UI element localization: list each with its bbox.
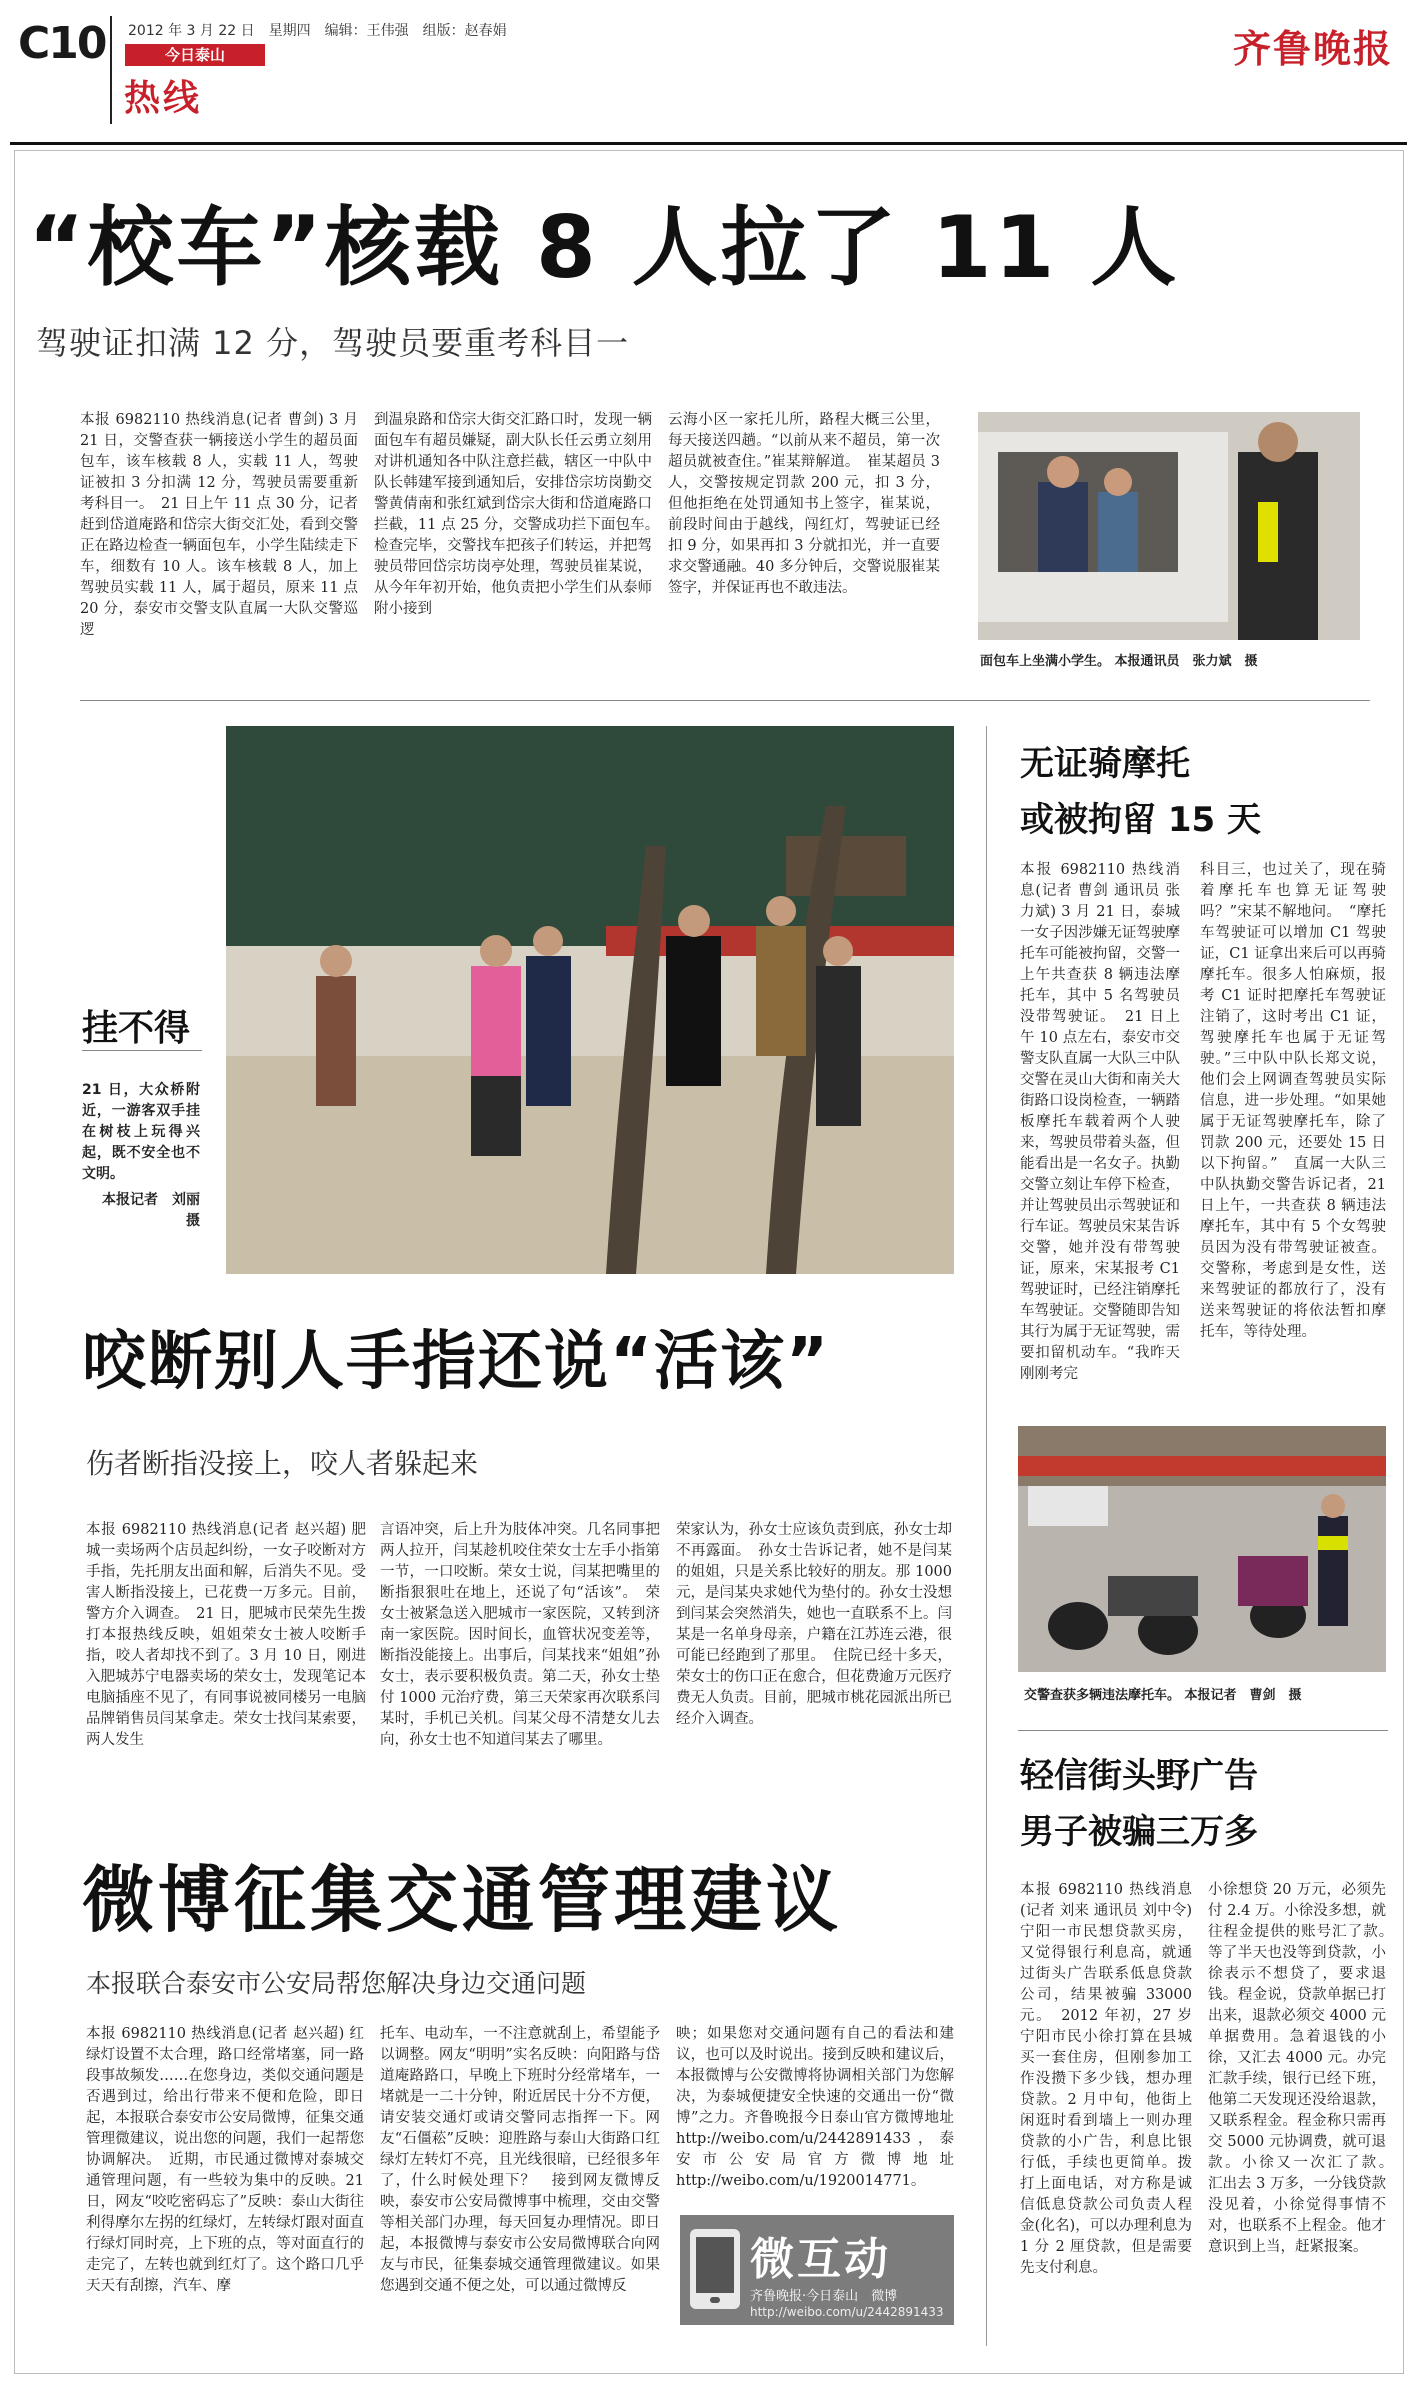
tree-hanging-image [226,726,954,1274]
story1-col3: 云海小区一家托儿所，路程大概三公里，每天接送四趟。“以前从来不超员，第一次超员就被查住。”崔某辩解道。 崔某超员 3 人，交警按规定罚款 200 元，扣 3 分，但他拒绝在处罚通知书上签字，崔某说，前段时间由于越线，闯红灯，驾驶证已经扣 9 分，如果再扣 3 分就扣光，并一直要求交警通融。40 多分钟后，交警说服崔某签字，并保证再也不敢违法。 [668,412,940,596]
story2-col1: 本报 6982110 热线消息(记者 赵兴超) 肥城一卖场两个店员起纠纷，一女子咬断对方手指，先托朋友出面和解，后消失不见。受害人断指没接上，已花费一万多元。目前，警方介入调查。 21 日，肥城市民荣先生拨打本报热线反映，姐姐荣女士被人咬断手指，咬人者却找不到了。3 月 10 日，刚进入肥城苏宁电器卖场的荣女士，发现笔记本电脑插座不见了，有同事说被同楼另一电脑品牌销售员闫某拿走。荣女士找闫某索要，两人发生 [86,1522,366,1748]
photo2-caption: 21 日，大众桥附近，一游客双手挂在树枝上玩得兴起，既不安全也不文明。 [82,1082,200,1182]
story5-col2: 托车、电动车，一不注意就刮上，希望能予以调整。网友“明明”实名反映：向阳路与岱道庵路路口，早晚上下班时分经常堵车，一堵就是一二十分钟，附近居民十分不方便，请安装交通灯或请交警同志指挥一下。网友“石僵菘”反映：迎胜路与泰山大街路口红绿灯左转灯不亮，且光线很暗，已经很多年了，什么时候处理下？ 接到网友微博反映，泰安市公安局微博事中梳理，交由交警等相关部门办理，每天回复办理情况。即日起，本报微博与泰安市公安局微博联合向网友与市民，征集泰城交通管理微建议。如果您遇到交通不便之处，可以通过微博反 [380,2026,660,2294]
weibo-badge-title: 微互动 [750,2234,891,2285]
right-column-divider [986,726,987,2346]
section-tag: 今日泰山 [125,44,265,66]
story4-col1: 本报 6982110 热线消息(记者 刘来 通讯员 刘中令) 宁阳一市民想贷款买房，又觉得银行利息高，就通过街头广告联系低息贷款公司，结果被骗 33000 元。 2012 年初，27 岁宁阳市民小徐打算在县城买一套住房，但刚参加工作没攒下多少钱，想办理贷款。2 月中旬，他街上闲逛时看到墙上一则办理贷款的小广告，利息比银行低，手续也更简单。拨打上面电话，对方称是诚信低息贷款公司负责人程金(化名)，可以办理利息为 1 分 2 厘贷款，但是需要先支付利息。 [1020,1882,1192,2276]
phone-icon [690,2229,740,2309]
story3-col2: 科目三，也过关了，现在骑着摩托车也算无证驾驶吗？”宋某不解地问。 “摩托车驾驶证可以增加 C1 驾驶证，C1 证拿出来后可以再骑摩托车。很多人怕麻烦，报考 C1 证时把摩托车驾驶证注销了，这时考出 C1 证，驾驶摩托车也属于无证驾驶。”三中队中队长郑文说，他们会上网调查驾驶员实际信息，进一步处理。“如果她属于无证驾驶摩托车，除了罚款 200 元，还要处 15 日以下拘留。” 直属一大队三中队执勤交警告诉记者，21 日上午，一共查获 8 辆违法摩托车，其中有 5 个女驾驶员因为没有带驾驶证被查。交警称，考虑到是女性，送来驾驶证的都放行了，没有送来驾驶证的将依法暂扣摩托车，等待处理。 [1200,862,1386,1340]
newspaper-logo: 齐鲁晚报 [1232,26,1393,71]
story2-headline: 咬断别人手指还说“活该” [82,1325,831,1399]
weibo-badge [680,2215,954,2325]
story3-photo-caption: 交警查获多辆违法摩托车。 本报记者 曹剑 摄 [1024,1688,1302,1703]
story5-subhead: 本报联合泰安市公安局帮您解决身边交通问题 [86,1969,587,1998]
story3-photo [1018,1426,1386,1672]
photo2-title: 挂不得 [82,1008,191,1049]
photo2-credit: 本报记者 刘丽 摄 [102,1192,214,1229]
story3-headline: 无证骑摩托 或被拘留 15 天 [1020,744,1261,840]
story5-col3: 映；如果您对交通问题有自己的看法和建议，也可以及时说出。接到反映和建议后，本报微博与公安微博将协调相关部门为您解决，为泰城便捷安全快速的交通出一份“微博”之力。齐鲁晚报今日泰山官方微博地址 http://weibo.com/u/2442891433，泰安市公安局官方微博地址 http://weibo.com/u/1920014771。 [676,2026,954,2189]
page-number: C10 [18,18,106,69]
section-divider [80,700,1370,701]
story5-headline: 微博征集交通管理建议 [82,1858,843,1942]
story1-col2: 到温泉路和岱宗大街交汇路口时，发现一辆面包车有超员嫌疑，副大队长任云勇立刻用对讲机通知各中队注意拦截，辖区一中队中队长韩建军接到通知后，安排岱宗坊岗勤交警黄倩南和张红斌到岱宗大街和岱道庵路口拦截，11 点 25 分，交警成功拦下面包车。 检查完毕，交警找车把孩子们转运，并把驾驶员带回岱宗坊岗亭处理，驾驶员崔某说，从今年年初开始，他负责把小学生们从泰师附小接到 [374,412,667,617]
story1-col1: 本报 6982110 热线消息(记者 曹剑) 3 月 21 日，交警查获一辆接送小学生的超员面包车，该车核载 8 人，实载 11 人，驾驶证被扣 3 分扣满 12 分，驾驶员需要重新考科目一。 21 日上午 11 点 30 分，记者赶到岱道庵路和岱宗大街交汇处，看到交警正在路边检查一辆面包车，小学生陆续走下车，细数有 10 人。该车核载 8 人，加上驾驶员实载 11 人，属于超员，原来 11 点 20 分，泰安市交警支队直属一大队交警巡逻 [80,412,358,638]
story4-col2: 小徐想贷 20 万元，必须先付 2.4 万。小徐没多想，就往程金提供的账号汇了款。 等了半天也没等到贷款，小徐表示不想贷了，要求退钱。程金说，贷款单据已打出来，退款必须交 4000 元单据费用。急着退钱的小徐，又汇去 4000 元。办完汇款手续，银行已经下班，他第二天发现还没给退款，又联系程金。程金称只需再交 5000 元协调费，就可退款。小徐又一次汇了款。 汇出去 3 万多，一分钱贷款没见着，小徐觉得事情不对，也联系不上程金。他才意识到上当，赶紧报案。 [1208,1882,1401,2255]
story1-subhead: 驾驶证扣满 12 分，驾驶员要重考科目一 [36,324,630,362]
right-section-divider [1018,1730,1388,1731]
story2-col2: 言语冲突，后上升为肢体冲突。几名同事把两人拉开，闫某趁机咬住荣女士左手小指第一节，一口咬断。荣女士说，闫某把嘴里的断指狠狠吐在地上，还说了句“活该”。 荣女士被紧急送入肥城市一家医院，又转到济南一家医院。因时间长，血管状况变差等，断指没能接上。出事后，闫某找来“姐姐”孙女士，表示要积极负责。第二天，孙女士垫付 1000 元治疗费，第三天荣家再次联系闫某时，手机已关机。闫某父母不清楚女儿去向，孙女士也不知道闫某去了哪里。 [380,1522,660,1748]
photo2-title-rule [82,1050,202,1051]
motorcycles-image [1018,1426,1386,1672]
tree-hanging-photo [226,726,954,1274]
story3-col1: 本报 6982110 热线消息(记者 曹剑 通讯员 张力斌) 3 月 21 日，泰城一女子因涉嫌无证驾驶摩托车可能被拘留，交警一上午共查获 8 辆违法摩托车，其中 5 名驾驶员没带驾驶证。 21 日上午 10 点左右，泰安市交警支队直属一大队三中队交警在灵山大街和南关大街路口设岗检查，一辆踏板摩托车载着两个人驶来，驾驶员带着头盔，但能看出是一名女子。执勤交警立刻让车停下检查，并让驾驶员出示驾驶证和行车证。驾驶员宋某告诉交警，她并没有带驾驶证，原来，宋某报考 C1 驾驶证时，已经注销摩托车驾驶证。交警随即告知其行为属于无证驾驶，需要扣留机动车。“我昨天刚刚考完 [1020,862,1180,1382]
story2-col3: 荣家认为，孙女士应该负责到底，孙女士却不再露面。 孙女士告诉记者，她不是闫某的姐姐，只是关系比较好的朋友。那 1000 元，是闫某央求她代为垫付的。孙女士没想到闫某会突然消失，她也一直联系不上。闫某是一名单身母亲，户籍在江苏连云港，很可能已经跑到了那里。 住院已经十多天，荣女士的伤口正在愈合，但花费逾万元医疗费无人负责。目前，肥城市桃花园派出所已经介入调查。 [676,1522,952,1727]
header-meta: 2012 年 3 月 22 日 星期四 编辑：王伟强 组版：赵春娟 [128,23,507,39]
story4-headline: 轻信街头野广告 男子被骗三万多 [1020,1756,1258,1852]
section-title: 热线 [124,77,203,119]
weibo-badge-line2: http://weibo.com/u/2442891433 [750,2305,944,2319]
header-divider [110,16,112,124]
weibo-badge-line1: 齐鲁晚报·今日泰山 微博 [750,2289,898,2304]
story5-col1: 本报 6982110 热线消息(记者 赵兴超) 红绿灯设置不太合理，路口经常堵塞，同一路段事故频发……在您身边，类似交通问题是否遇到过，给出行带来不便和危险，即日起，本报联合泰安市公安局微博，征集交通管理微建议，说出您的问题，我们一起帮您协调解决。 近期，市民通过微博对泰城交通管理问题，有一些较为集中的反映。21 日，网友“咬吃密码忘了”反映：泰山大街往利得摩尔左拐的红绿灯，左转绿灯跟对面直行绿灯同时亮，上下班的点，等对面直行的走完了，左转也就到红灯了。这个路口几乎天天有刮擦，汽车、摩 [86,2026,364,2294]
story1-photo [978,412,1360,640]
header-rule [10,142,1407,145]
story1-photo-caption: 面包车上坐满小学生。 本报通讯员 张力斌 摄 [980,654,1258,669]
van-children-image [978,412,1360,640]
story2-subhead: 伤者断指没接上，咬人者躲起来 [86,1447,479,1480]
story1-headline: “校车”核载 8 人拉了 11 人 [28,198,1180,298]
